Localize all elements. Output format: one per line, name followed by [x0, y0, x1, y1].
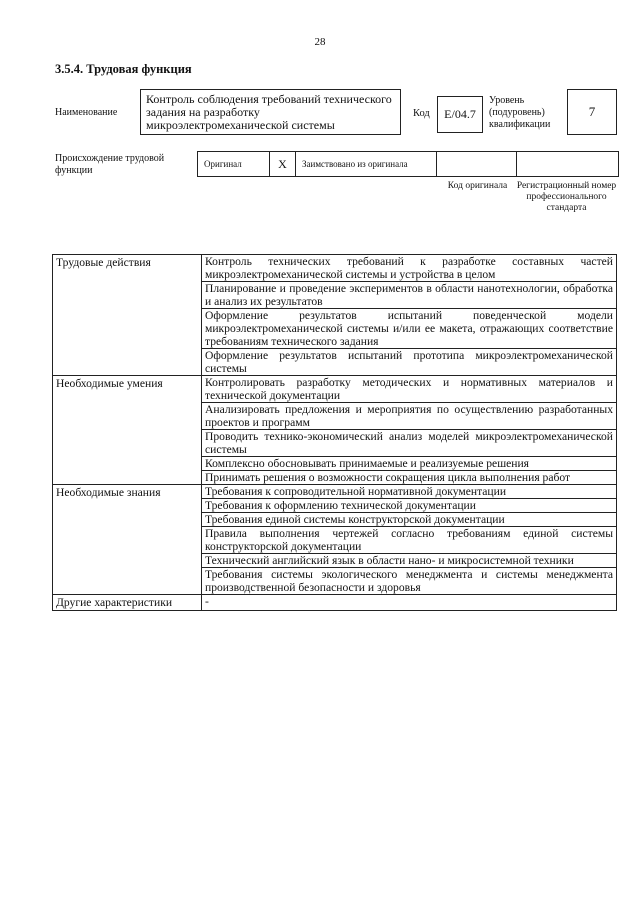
table-cell: - — [202, 595, 617, 611]
table-row — [53, 485, 617, 499]
category-other: Другие характеристики — [53, 595, 202, 611]
table-cell: Требования к оформлению технической документации — [202, 499, 617, 513]
table-cell: Контролировать разработку методических и нормативных материалов и технической документации — [202, 376, 617, 403]
level-value-box: 7 — [567, 89, 617, 135]
table-cell: Технический английский язык в области нано- и микросистемной техники — [202, 554, 617, 568]
table-cell: Требования единой системы конструкторской документации — [202, 513, 617, 527]
origin-label: Происхождение трудовой функции — [55, 153, 165, 176]
table-cell: Комплексно обосновывать принимаемые и реализуемые решения — [202, 457, 617, 471]
name-label: Наименование — [55, 107, 118, 118]
origin-table — [197, 151, 619, 177]
table-cell: Контроль технических требований к разработке составных частей микроэлектромеханической системы и устройства в целом — [202, 255, 617, 282]
table-cell: Оформление результатов испытаний прототипа микроэлектромеханической системы — [202, 349, 617, 376]
table-cell: Анализировать предложения и мероприятия по осуществлению разработанных проектов и программ — [202, 403, 617, 430]
table-cell: Правила выполнения чертежей согласно требованиям единой системы конструкторской документации — [202, 527, 617, 554]
table-cell: Проводить технико-экономический анализ моделей микроэлектромеханической системы — [202, 430, 617, 457]
level-label: Уровень (подуровень) квалификации — [489, 95, 551, 130]
name-value-box: Контроль соблюдения требований технического задания на разработку микроэлектромеханической системы — [140, 89, 401, 135]
code-value-box: E/04.7 — [437, 96, 483, 133]
labor-function-table — [52, 254, 617, 611]
origin-original-cell: Оригинал — [198, 152, 270, 176]
table-cell: Оформление результатов испытаний поведенческой модели микроэлектромеханической системы и/или ее макета, отражающих соответствие требованиям технического задания — [202, 309, 617, 349]
table-cell: Планирование и проведение экспериментов в области нанотехнологии, обработка и анализ их результатов — [202, 282, 617, 309]
origin-borrowed-cell: Заимствовано из оригинала — [296, 152, 437, 176]
table-cell: Требования системы экологического менеджмента и системы менеджмента производственной безопасности и здоровья — [202, 568, 617, 595]
table-row — [53, 255, 617, 282]
origin-original-mark: X — [270, 152, 296, 176]
table-cell: Принимать решения о возможности сокращения цикла выполнения работ — [202, 471, 617, 485]
code-original-caption: Код оригинала — [447, 181, 508, 191]
category-labor-actions: Трудовые действия — [53, 255, 202, 376]
table-row — [53, 376, 617, 403]
reg-number-caption: Регистрационный номер профессионального стандарта — [516, 181, 617, 213]
category-required-skills: Необходимые умения — [53, 376, 202, 485]
section-title: 3.5.4. Трудовая функция — [55, 62, 192, 76]
code-label: Код — [413, 108, 430, 119]
category-required-knowledge: Необходимые знания — [53, 485, 202, 595]
table-cell: Требования к сопроводительной нормативной документации — [202, 485, 617, 499]
origin-reg-number-cell — [517, 152, 618, 176]
table-row — [53, 595, 617, 611]
page-number: 28 — [314, 36, 326, 48]
origin-code-cell — [437, 152, 517, 176]
